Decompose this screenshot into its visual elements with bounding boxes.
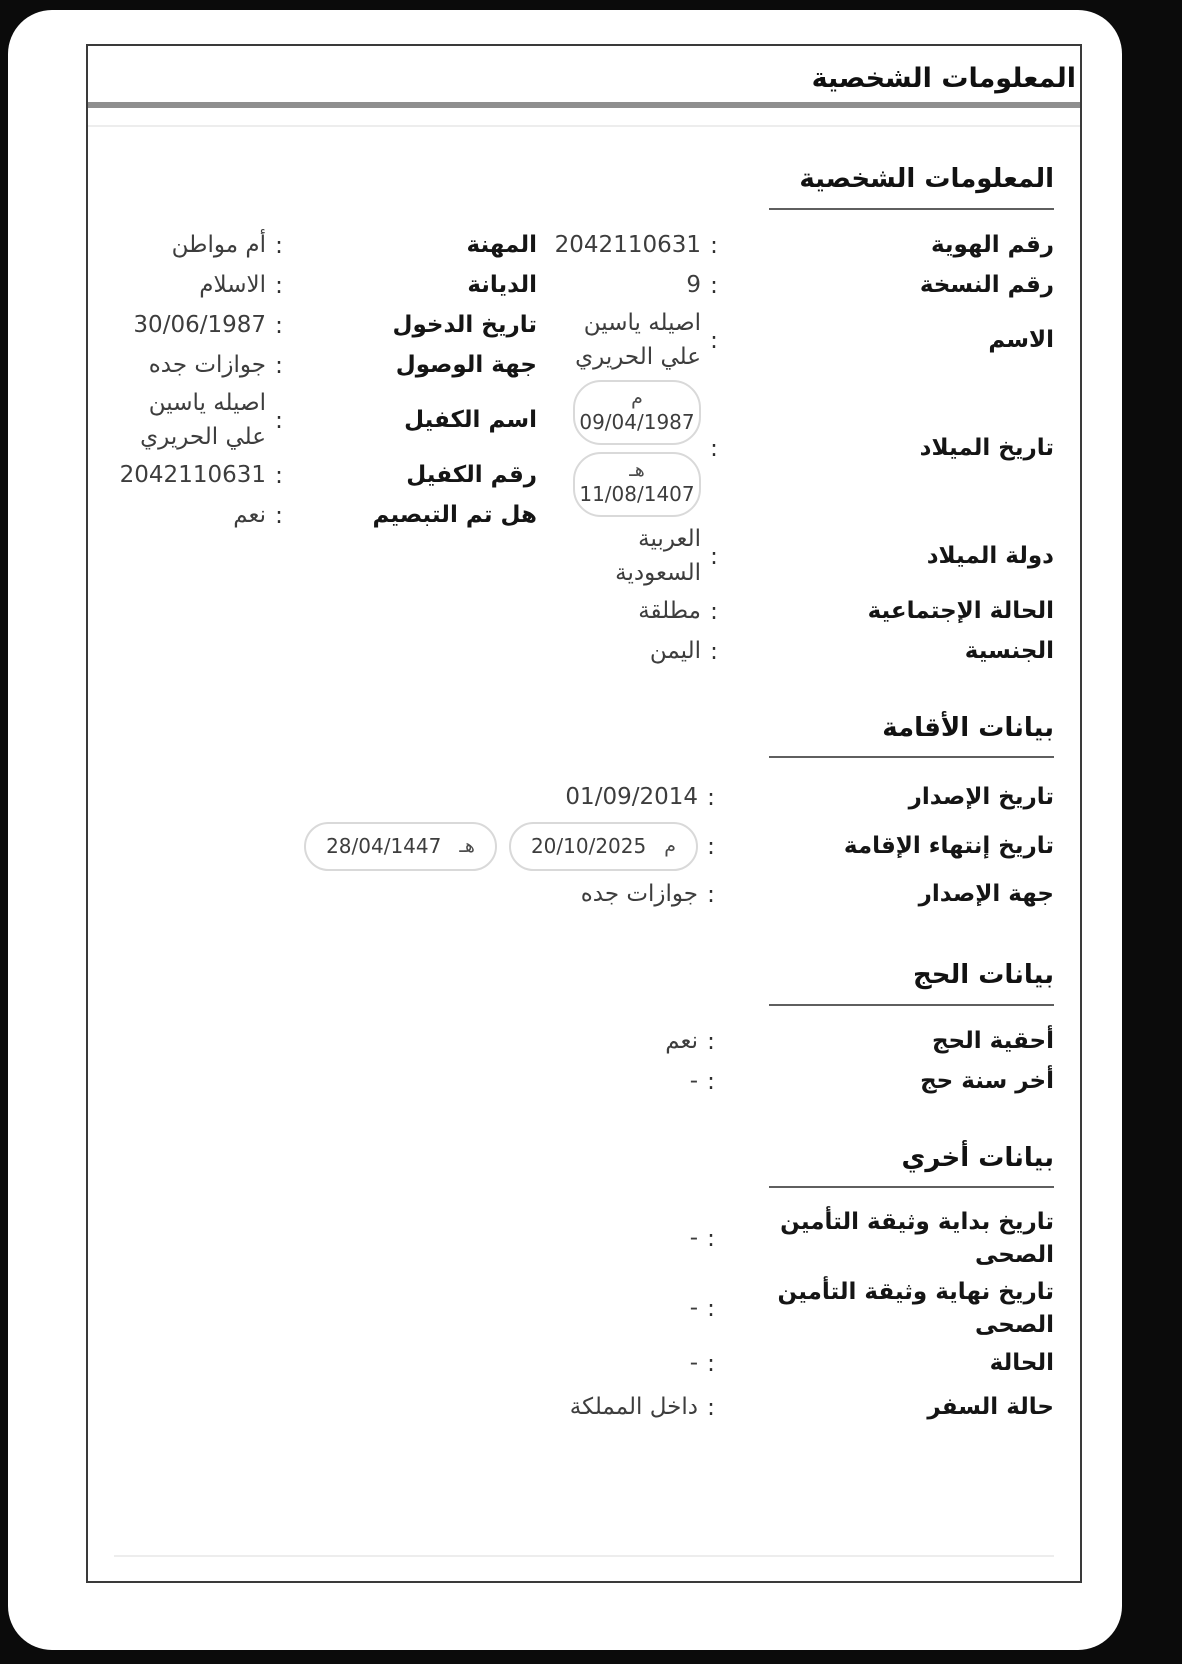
expiry-date-pills: [114, 822, 698, 871]
page-title: المعلومات الشخصية: [811, 62, 1076, 94]
section-residence-title: بيانات الأقامة: [882, 712, 1054, 743]
version-number-label: رقم النسخة: [919, 271, 1054, 298]
travel-status-value: داخل المملكة: [569, 1394, 698, 1421]
sponsor-name-label: اسم الكفيل: [404, 406, 537, 433]
hajj-rows: [114, 1022, 1054, 1102]
colon: :: [275, 232, 283, 259]
personal-info-card: [86, 44, 1082, 1583]
field-issue-date: [114, 774, 1054, 822]
expiry-date-label: تاريخ إنتهاء الإقامة: [843, 832, 1054, 859]
field-status: [114, 1344, 1054, 1384]
religion-label: الديانة: [467, 271, 537, 298]
colon: :: [275, 462, 283, 489]
marital-status-label: الحالة الإجتماعية: [867, 597, 1054, 624]
section-residence-rule: [769, 756, 1054, 758]
card-body: [88, 127, 1080, 1581]
birth-date-pills: [559, 380, 701, 517]
occupation-value: أم مواطن: [171, 231, 266, 258]
expiry-date-gregorian-pill: [509, 822, 698, 871]
colon: :: [707, 1028, 715, 1055]
field-insurance-start: [114, 1204, 1054, 1274]
last-hajj-year-value: -: [689, 1067, 698, 1094]
field-nationality: [559, 632, 1054, 672]
colon: :: [707, 833, 715, 860]
status-value: -: [689, 1350, 698, 1377]
hajj-eligibility-label: أحقية الحج: [931, 1027, 1054, 1054]
id-number-label: رقم الهوية: [930, 231, 1054, 258]
birth-country-value: العربية السعودية: [615, 526, 701, 586]
colon: :: [710, 598, 718, 625]
fingerprinted-value: نعم: [233, 501, 266, 528]
residence-rows: [114, 774, 1054, 919]
field-marital-status: [559, 592, 1054, 632]
religion-value: الاسلام: [199, 271, 266, 298]
travel-status-label: حالة السفر: [927, 1394, 1054, 1421]
expiry-date-value: [114, 822, 698, 871]
arrival-port-label: جهة الوصول: [395, 351, 537, 378]
issue-date-value: 01/09/2014: [565, 784, 698, 811]
colon: :: [707, 785, 715, 811]
colon: :: [707, 882, 715, 908]
section-personal-rule: [769, 208, 1054, 210]
hajj-eligibility-value: نعم: [665, 1027, 698, 1054]
personal-columns: [114, 226, 1054, 672]
colon: :: [275, 352, 283, 379]
section-other-rule: [769, 1186, 1054, 1188]
field-sponsor-name: [114, 386, 537, 456]
title-underline: [88, 102, 1080, 108]
personal-column-left: [114, 226, 537, 672]
arrival-port-value: جوازات جده: [148, 351, 266, 378]
birth-date-hijri-pill: [573, 452, 701, 517]
field-last-hajj-year: [114, 1062, 1054, 1102]
issue-date-label: تاريخ الإصدار: [908, 784, 1054, 811]
calendar-hijri-label: هـ: [629, 459, 645, 481]
colon: :: [275, 272, 283, 299]
colon: :: [275, 312, 283, 339]
id-number-value: 2042110631: [554, 231, 701, 258]
section-residence: [114, 712, 1054, 920]
field-expiry-date: [114, 822, 1054, 871]
footer-padding: [114, 1557, 1054, 1581]
section-other-title: بيانات أخري: [901, 1142, 1054, 1173]
field-birth-date: [559, 376, 1054, 522]
sponsor-number-label: رقم الكفيل: [406, 461, 537, 488]
calendar-gregorian-label: م: [664, 834, 676, 857]
colon: :: [707, 1395, 715, 1421]
birth-date-label: تاريخ الميلاد: [919, 434, 1054, 461]
birth-date-gregorian-pill: [573, 380, 701, 445]
section-hajj-title: بيانات الحج: [913, 960, 1054, 990]
calendar-hijri-label: هـ: [459, 834, 475, 857]
colon: :: [710, 543, 718, 570]
expiry-date-gregorian-value: 20/10/2025: [530, 834, 647, 858]
insurance-end-value: -: [689, 1295, 698, 1322]
colon: :: [710, 638, 718, 665]
field-birth-country: [559, 522, 1054, 592]
birth-date-value: [559, 380, 701, 517]
section-hajj: [114, 959, 1054, 1102]
nationality-label: الجنسية: [964, 637, 1054, 664]
other-rows: [114, 1204, 1054, 1432]
colon: :: [707, 1226, 715, 1252]
entry-date-value: 30/06/1987: [133, 311, 266, 338]
colon: :: [710, 272, 718, 299]
section-personal: [114, 163, 1054, 672]
document-page: [8, 10, 1122, 1650]
card-header: [88, 46, 1080, 102]
last-hajj-year-label: أخر سنة حج: [920, 1067, 1054, 1094]
birth-date-hijri-value: 11/08/1407: [579, 481, 695, 506]
field-religion: [114, 266, 537, 306]
status-label: الحالة: [989, 1350, 1054, 1377]
colon: :: [707, 1351, 715, 1377]
entry-date-label: تاريخ الدخول: [392, 311, 537, 338]
sponsor-name-value: اصيله ياسين علي الحريري: [140, 390, 266, 450]
nationality-value: اليمن: [649, 637, 701, 664]
field-insurance-end: [114, 1274, 1054, 1344]
insurance-end-label: تاريخ نهاية وثيقة التأمين الصحى: [777, 1278, 1054, 1338]
field-hajj-eligibility: [114, 1022, 1054, 1062]
colon: :: [275, 407, 283, 434]
column-gap: [537, 226, 559, 672]
calendar-gregorian-label: م: [631, 387, 643, 410]
field-travel-status: [114, 1384, 1054, 1432]
occupation-label: المهنة: [466, 231, 537, 258]
field-arrival-port: [114, 346, 537, 386]
colon: :: [707, 1296, 715, 1322]
colon: :: [710, 327, 718, 354]
expiry-date-hijri-pill: [304, 822, 497, 871]
section-hajj-rule: [769, 1004, 1054, 1006]
colon: :: [275, 502, 283, 529]
colon: :: [710, 435, 718, 462]
name-value: اصيله ياسين علي الحريري: [575, 310, 701, 370]
field-name: [559, 306, 1054, 376]
birth-date-gregorian-value: 09/04/1987: [579, 410, 695, 434]
colon: :: [710, 232, 718, 259]
name-label: الاسم: [988, 326, 1054, 353]
field-entry-date: [114, 306, 537, 346]
issuing-authority-label: جهة الإصدار: [918, 881, 1054, 908]
field-issuing-authority: [114, 871, 1054, 919]
field-fingerprinted: [114, 496, 537, 536]
version-number-value: 9: [686, 271, 701, 298]
section-personal-title: المعلومات الشخصية: [799, 164, 1054, 194]
issuing-authority-value: جوازات جده: [580, 881, 698, 908]
field-sponsor-number: [114, 456, 537, 496]
marital-status-value: مطلقة: [638, 597, 701, 624]
section-other: [114, 1142, 1054, 1433]
birth-country-label: دولة الميلاد: [926, 542, 1054, 569]
insurance-start-value: -: [689, 1225, 698, 1252]
fingerprinted-label: هل تم التبصيم: [372, 501, 537, 528]
field-version-number: [559, 266, 1054, 306]
personal-column-right: [554, 226, 1054, 672]
field-occupation: [114, 226, 537, 266]
sponsor-number-value: 2042110631: [119, 461, 266, 488]
colon: :: [707, 1068, 715, 1095]
expiry-date-hijri-value: 28/04/1447: [326, 834, 442, 858]
insurance-start-label: تاريخ بداية وثيقة التأمين الصحى: [780, 1208, 1054, 1268]
field-id-number: [554, 226, 1054, 266]
